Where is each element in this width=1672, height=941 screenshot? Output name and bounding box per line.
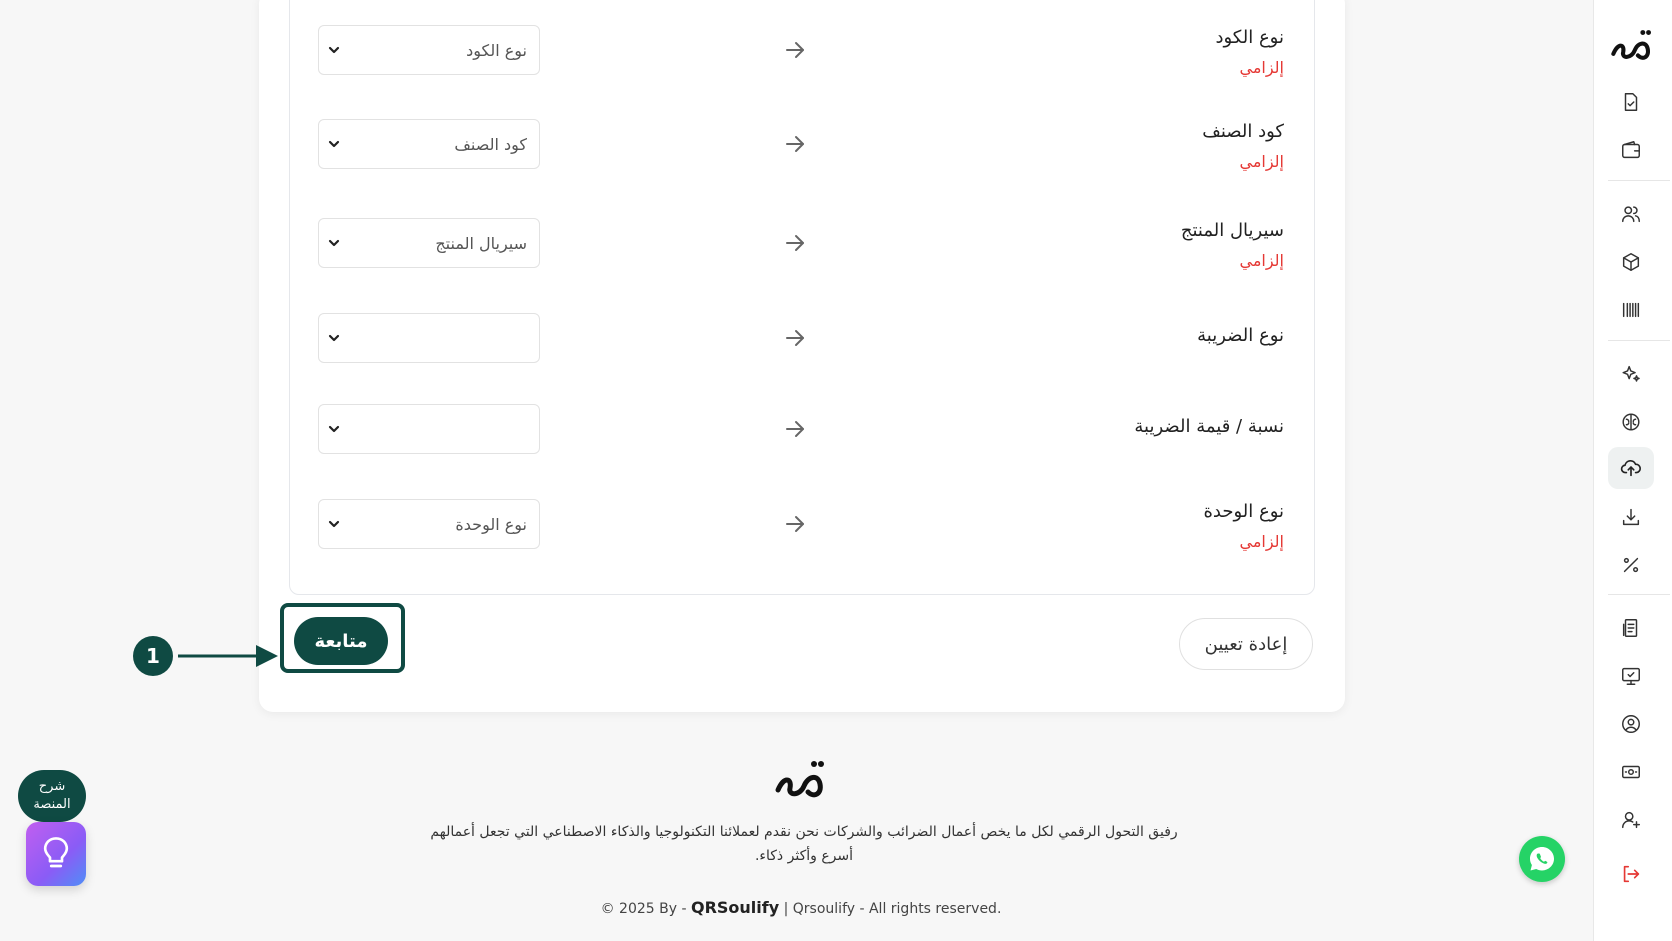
arrow-right-icon bbox=[783, 417, 807, 441]
document-check-icon bbox=[1620, 91, 1642, 113]
field-label bbox=[1215, 25, 1284, 81]
sidebar-item-ai[interactable] bbox=[1608, 353, 1654, 395]
mapping-row-tax-rate bbox=[290, 404, 1314, 464]
field-label bbox=[1203, 499, 1284, 555]
receipt-icon bbox=[1620, 617, 1642, 639]
mapping-row-item-code bbox=[290, 119, 1314, 179]
copyright-suffix: | Qrsoulify - All rights reserved. bbox=[783, 901, 1002, 917]
field-label bbox=[1134, 414, 1284, 440]
whatsapp-icon bbox=[1527, 844, 1557, 874]
select-value: نوع الكود bbox=[466, 40, 527, 60]
sidebar-item-profile[interactable] bbox=[1608, 703, 1654, 745]
continue-button[interactable]: متابعة bbox=[294, 617, 388, 665]
field-mapping-panel bbox=[289, 0, 1315, 595]
footer-tagline bbox=[420, 820, 1188, 868]
tagline-line-1: رفيق التحول الرقمي لكل ما يخص أعمال الضرائب والشركات نحن نقدم لعملائنا التكنولوجيا والذكاء الاصطناعي التي تجعل أعمالهم bbox=[430, 824, 1178, 840]
select-value: كود الصنف bbox=[454, 134, 527, 154]
chevron-down-icon bbox=[327, 422, 341, 436]
select-value: نوع الوحدة bbox=[455, 514, 527, 534]
pointer-arrow-icon bbox=[176, 643, 280, 669]
guide-label-line-1: شرح bbox=[38, 779, 66, 794]
brain-icon bbox=[1620, 411, 1642, 433]
chevron-down-icon bbox=[327, 43, 341, 57]
arrow-right-icon bbox=[783, 326, 807, 350]
chevron-down-icon bbox=[327, 331, 341, 345]
sidebar-item-download[interactable] bbox=[1608, 496, 1654, 538]
sidebar bbox=[1593, 0, 1672, 941]
sidebar-item-discounts[interactable] bbox=[1608, 544, 1654, 586]
required-tag: إلزامي bbox=[1239, 532, 1284, 551]
brand-logo-icon bbox=[1610, 26, 1656, 62]
sidebar-item-upload[interactable] bbox=[1608, 447, 1654, 489]
sidebar-item-wallet[interactable] bbox=[1608, 129, 1654, 171]
monitor-check-icon bbox=[1620, 665, 1642, 687]
sidebar-divider bbox=[1608, 340, 1670, 341]
arrow-right-icon bbox=[783, 512, 807, 536]
sidebar-item-products[interactable] bbox=[1608, 241, 1654, 283]
sidebar-item-payments[interactable] bbox=[1608, 751, 1654, 793]
required-tag: إلزامي bbox=[1239, 152, 1284, 171]
sidebar-item-invoices[interactable] bbox=[1608, 81, 1654, 123]
required-tag: إلزامي bbox=[1239, 58, 1284, 77]
column-select[interactable] bbox=[318, 313, 540, 363]
barcode-icon bbox=[1620, 299, 1642, 321]
arrow-right-icon bbox=[783, 231, 807, 255]
guide-label-line-2: المنصة bbox=[33, 797, 71, 812]
mapping-row-code-type bbox=[290, 25, 1314, 85]
field-label bbox=[1197, 323, 1284, 349]
brand-logo-icon bbox=[774, 756, 830, 800]
user-circle-icon bbox=[1620, 713, 1642, 735]
reset-button[interactable]: إعادة تعيين bbox=[1179, 618, 1313, 670]
sidebar-divider bbox=[1608, 594, 1670, 595]
platform-guide-button[interactable] bbox=[18, 770, 86, 822]
users-icon bbox=[1620, 203, 1642, 225]
sidebar-item-pos[interactable] bbox=[1608, 655, 1654, 697]
sparkles-icon bbox=[1620, 363, 1642, 385]
chevron-down-icon bbox=[327, 137, 341, 151]
mapping-row-unit-type bbox=[290, 499, 1314, 559]
chevron-down-icon bbox=[327, 517, 341, 531]
chevron-down-icon bbox=[327, 236, 341, 250]
field-name: نوع الكود bbox=[1215, 27, 1284, 48]
column-select[interactable] bbox=[318, 404, 540, 454]
field-name: نسبة / قيمة الضريبة bbox=[1134, 416, 1284, 437]
sidebar-item-add-user[interactable] bbox=[1608, 799, 1654, 841]
cash-icon bbox=[1620, 761, 1642, 783]
tagline-line-2: أسرع وأكثر ذكاء. bbox=[754, 848, 854, 864]
logout-icon bbox=[1620, 863, 1642, 885]
required-tag: إلزامي bbox=[1239, 251, 1284, 270]
mapping-row-product-serial bbox=[290, 218, 1314, 278]
field-name: كود الصنف bbox=[1202, 121, 1284, 142]
user-plus-icon bbox=[1620, 809, 1642, 831]
import-mapping-card bbox=[259, 0, 1345, 712]
sidebar-item-barcodes[interactable] bbox=[1608, 289, 1654, 331]
sidebar-logo[interactable] bbox=[1594, 22, 1672, 66]
step-number-badge: 1 bbox=[133, 636, 173, 676]
copyright-notice bbox=[560, 898, 1042, 917]
field-name: نوع الوحدة bbox=[1203, 501, 1284, 522]
percent-icon bbox=[1620, 554, 1642, 576]
copyright-brand[interactable]: QRSoulify bbox=[690, 898, 780, 917]
column-select[interactable] bbox=[318, 499, 540, 549]
lightbulb-icon bbox=[41, 836, 71, 872]
field-name: سيريال المنتج bbox=[1180, 220, 1284, 241]
field-label bbox=[1181, 218, 1284, 274]
sidebar-item-reports[interactable] bbox=[1608, 607, 1654, 649]
copyright-prefix: © 2025 By - bbox=[600, 901, 687, 917]
cloud-upload-icon bbox=[1620, 457, 1642, 479]
whatsapp-button[interactable] bbox=[1519, 836, 1565, 882]
field-name: نوع الضريبة bbox=[1197, 325, 1284, 346]
wallet-icon bbox=[1620, 139, 1642, 161]
box-icon bbox=[1620, 251, 1642, 273]
sidebar-item-customers[interactable] bbox=[1608, 193, 1654, 235]
download-icon bbox=[1620, 506, 1642, 528]
sidebar-divider bbox=[1608, 180, 1670, 181]
sidebar-item-smart[interactable] bbox=[1608, 401, 1654, 443]
arrow-right-icon bbox=[783, 132, 807, 156]
arrow-right-icon bbox=[783, 38, 807, 62]
idea-button[interactable] bbox=[26, 822, 86, 886]
field-label bbox=[1202, 119, 1284, 175]
column-select[interactable] bbox=[318, 25, 540, 75]
mapping-row-tax-type bbox=[290, 313, 1314, 373]
select-value: سيريال المنتج bbox=[435, 233, 527, 253]
sidebar-item-logout[interactable] bbox=[1608, 853, 1654, 895]
column-select[interactable] bbox=[318, 218, 540, 268]
column-select[interactable] bbox=[318, 119, 540, 169]
